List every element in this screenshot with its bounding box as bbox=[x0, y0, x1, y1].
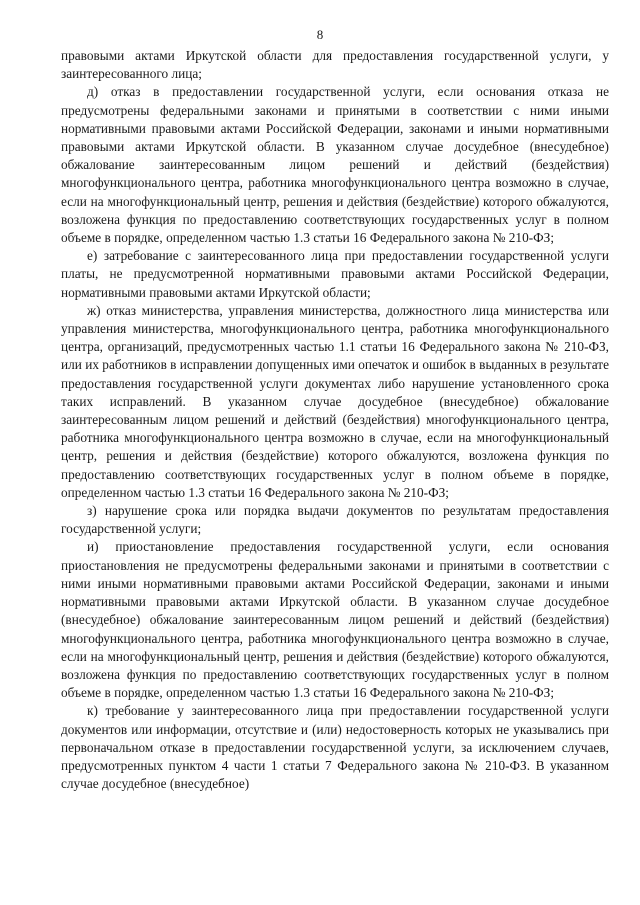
paragraph-item-z: з) нарушение срока или порядка выдачи документов по результатам предоставления государственной услуги; bbox=[61, 503, 609, 537]
paragraph-item-k: к) требование у заинтересованного лица при предоставлении государственной услуги документов или информации, отсутствие и (или) недостоверность которых не указывались при первоначальном отказе в предоставлении государственной услуги, за исключением случаев, предусмотренных пунктом 4 части 1 статьи 7 Федерального закона № 210-ФЗ. В указанном случае досудебное (внесудебное) bbox=[61, 703, 609, 792]
document-body bbox=[61, 47, 609, 793]
paragraph-item-zh: ж) отказ министерства, управления министерства, должностного лица министерства или управления министерства, многофункционального центра, работника многофункционального центра, организаций, предусмотренных частью 1.1 статьи 16 Федерального закона № 210-ФЗ, или их работников в исправлении допущенных ими опечаток и ошибок в выданных в результате предоставления государственной услуги документах либо нарушение установленного срока таких исправлений. В указанном случае досудебное (внесудебное) обжалование заинтересованным лицом решений и действий (бездействия) многофункционального центра, работника многофункционального центра возможно в случае, если на многофункциональный центр, решения и действия (бездействие) которого обжалуются, возложена функция по предоставлению соответствующих государственных услуг в полном объеме в порядке, определенном частью 1.3 статьи 16 Федерального закона № 210-ФЗ; bbox=[61, 302, 609, 500]
page-number: 8 bbox=[316, 27, 324, 42]
paragraph-continuation: правовыми актами Иркутской области для предоставления государственной услуги, у заинтересованного лица; bbox=[61, 48, 609, 82]
paragraph-item-i: и) приостановление предоставления государственной услуги, если основания приостановления не предусмотрены федеральными законами и принятыми в соответствии с ними иными нормативными правовыми актами Российской Федерации, законами и иными нормативными правовыми актами Иркутской области. В указанном случае досудебное (внесудебное) обжалование заинтересованным лицом решений и действий (бездействия) многофункционального центра, работника многофункционального центра возможно в случае, если на многофункциональный центр, решения и действия (бездействие) которого обжалуются, возложена функция по предоставлению соответствующих государственных услуг в полном объеме в порядке, определенном частью 1.3 статьи 16 Федерального закона № 210-ФЗ; bbox=[61, 539, 609, 701]
paragraph-item-d: д) отказ в предоставлении государственной услуги, если основания отказа не предусмотрены федеральными законами и принятыми в соответствии с ними иными нормативными правовыми актами Российской Федерации, законами и иными нормативными правовыми актами Иркутской области. В указанном случае досудебное (внесудебное) обжалование заинтересованным лицом решений и действий (бездействия) многофункционального центра, работника многофункционального центра возможно в случае, если на многофункциональный центр, решения и действия (бездействие) которого обжалуются, возложена функция по предоставлению соответствующих государственных услуг в полном объеме в порядке, определенном частью 1.3 статьи 16 Федерального закона № 210-ФЗ; bbox=[61, 84, 609, 246]
paragraph-item-e: е) затребование с заинтересованного лица при предоставлении государственной услуги платы, не предусмотренной нормативными правовыми актами Российской Федерации, нормативными правовыми актами Иркутской области; bbox=[61, 248, 609, 300]
